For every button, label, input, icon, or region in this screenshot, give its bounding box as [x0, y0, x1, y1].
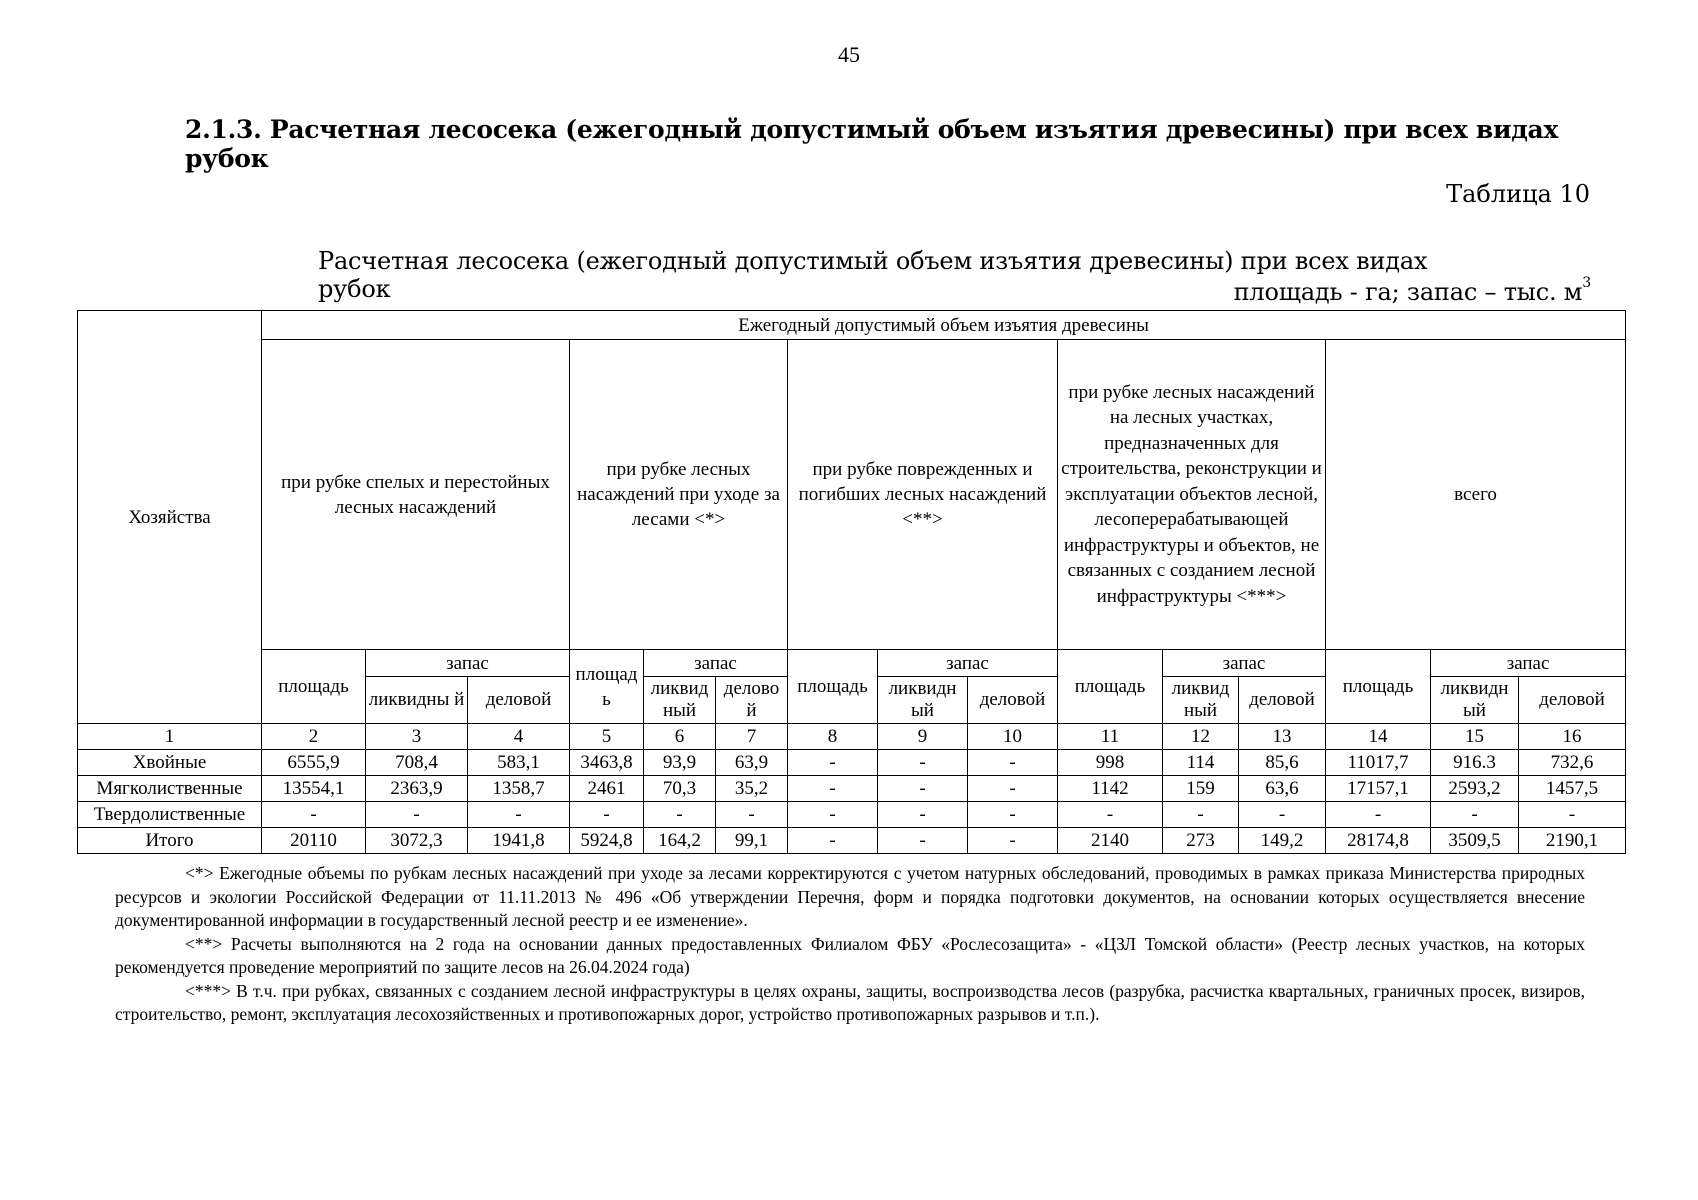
- value-cell: 5924,8: [570, 828, 644, 854]
- units-superscript: 3: [1582, 275, 1591, 291]
- value-cell: 998: [1058, 750, 1163, 776]
- farm-name-cell: Хвойные: [78, 750, 262, 776]
- column-number: 9: [878, 724, 968, 750]
- value-cell: 1457,5: [1519, 776, 1626, 802]
- value-cell: -: [788, 802, 878, 828]
- group-damaged-header: при рубке поврежденных и погибших лесных насаждений <**>: [788, 340, 1058, 650]
- harvest-table: [77, 310, 1626, 854]
- group-mature-header: при рубке спелых и перестойных лесных насаждений: [262, 340, 570, 650]
- value-cell: 28174,8: [1326, 828, 1431, 854]
- area-header: площад ь: [570, 650, 644, 724]
- footnotes: [115, 862, 1585, 1027]
- value-cell: 3509,5: [1431, 828, 1519, 854]
- value-cell: 1941,8: [468, 828, 570, 854]
- value-cell: 20110: [262, 828, 366, 854]
- area-header: площадь: [788, 650, 878, 724]
- value-cell: -: [878, 802, 968, 828]
- value-cell: 114: [1163, 750, 1239, 776]
- value-cell: -: [788, 750, 878, 776]
- column-number: 2: [262, 724, 366, 750]
- value-cell: 17157,1: [1326, 776, 1431, 802]
- column-number: 4: [468, 724, 570, 750]
- value-cell: 11017,7: [1326, 750, 1431, 776]
- value-cell: -: [968, 802, 1058, 828]
- liquid-header: ликвид ный: [644, 677, 716, 724]
- column-number: 3: [366, 724, 468, 750]
- value-cell: 916.3: [1431, 750, 1519, 776]
- value-cell: 2593,2: [1431, 776, 1519, 802]
- value-cell: 3463,8: [570, 750, 644, 776]
- group-total-header: всего: [1326, 340, 1626, 650]
- value-cell: 3072,3: [366, 828, 468, 854]
- area-header: площадь: [262, 650, 366, 724]
- value-cell: -: [1326, 802, 1431, 828]
- table-caption: Расчетная лесосека (ежегодный допустимый объем изъятия древесины) при всех видах рубок: [318, 247, 1428, 303]
- stock-header: запас: [366, 650, 570, 677]
- group-thinning-header: при рубке лесных насаждений при уходе за лесами <*>: [570, 340, 788, 650]
- value-cell: -: [968, 828, 1058, 854]
- value-cell: 93,9: [644, 750, 716, 776]
- column-number: 10: [968, 724, 1058, 750]
- value-cell: -: [1058, 802, 1163, 828]
- value-cell: 2190,1: [1519, 828, 1626, 854]
- value-cell: -: [366, 802, 468, 828]
- section-title: 2.1.3. Расчетная лесосека (ежегодный допустимый объем изъятия древесины) при всех видах рубок: [185, 115, 1559, 173]
- commercial-header: деловой: [468, 677, 570, 724]
- header-annual-volume: Ежегодный допустимый объем изъятия древесины: [262, 311, 1626, 340]
- column-number: 1: [78, 724, 262, 750]
- value-cell: -: [788, 828, 878, 854]
- column-number-row: [78, 724, 1626, 750]
- value-cell: -: [878, 776, 968, 802]
- table-row: [78, 750, 1626, 776]
- value-cell: -: [570, 802, 644, 828]
- commercial-header: деловой: [968, 677, 1058, 724]
- value-cell: 13554,1: [262, 776, 366, 802]
- value-cell: -: [878, 828, 968, 854]
- value-cell: 2363,9: [366, 776, 468, 802]
- commercial-header: делово й: [716, 677, 788, 724]
- column-number: 16: [1519, 724, 1626, 750]
- value-cell: 2140: [1058, 828, 1163, 854]
- header-farm: Хозяйства: [78, 311, 262, 724]
- value-cell: -: [1239, 802, 1326, 828]
- value-cell: 2461: [570, 776, 644, 802]
- units-text: площадь - га; запас – тыс. м: [1233, 278, 1583, 306]
- page-number: 45: [838, 42, 860, 67]
- liquid-header: ликвидн ый: [878, 677, 968, 724]
- value-cell: 1358,7: [468, 776, 570, 802]
- area-header: площадь: [1326, 650, 1431, 724]
- footnote-infrastructure: <***> В т.ч. при рубках, связанных с созданием лесной инфраструктуры в целях охраны, защиты, воспроизводства лесов (разрубка, расчистка квартальных, граничных просек, визиров, строительство, ремонт, эксплуатация лесохозяйственных и противопожарных дорог, устройство противопожарных разрывов и т.п.).: [115, 980, 1585, 1024]
- value-cell: 159: [1163, 776, 1239, 802]
- commercial-header: деловой: [1239, 677, 1326, 724]
- column-number: 7: [716, 724, 788, 750]
- column-number: 13: [1239, 724, 1326, 750]
- table-row: [78, 776, 1626, 802]
- footnote-thinning: <*> Ежегодные объемы по рубкам лесных насаждений при уходе за лесами корректируются с учетом натурных обследований, проводимых в рамках приказа Министерства природных ресурсов и экологии Российской Федерации от 11.11.2013 № 496 «Об утверждении Перечня, форм и порядка подготовки документов, на основании которых осуществляется внесение документированной информации в государственный лесной реестр и ее изменение».: [115, 863, 1585, 930]
- column-number: 5: [570, 724, 644, 750]
- value-cell: 708,4: [366, 750, 468, 776]
- value-cell: 164,2: [644, 828, 716, 854]
- column-number: 15: [1431, 724, 1519, 750]
- liquid-header: ликвид ный: [1163, 677, 1239, 724]
- value-cell: -: [262, 802, 366, 828]
- table-row: [78, 828, 1626, 854]
- value-cell: 85,6: [1239, 750, 1326, 776]
- area-header: площадь: [1058, 650, 1163, 724]
- value-cell: 6555,9: [262, 750, 366, 776]
- value-cell: -: [788, 776, 878, 802]
- value-cell: 99,1: [716, 828, 788, 854]
- commercial-header: деловой: [1519, 677, 1626, 724]
- column-number: 14: [1326, 724, 1431, 750]
- farm-name-cell: Итого: [78, 828, 262, 854]
- value-cell: -: [716, 802, 788, 828]
- value-cell: -: [1431, 802, 1519, 828]
- value-cell: -: [968, 776, 1058, 802]
- footnote-damaged: <**> Расчеты выполняются на 2 года на основании данных предоставленных Филиалом ФБУ «Рослесозащита» - «ЦЗЛ Томской области» (Реестр лесных участков, на которых рекомендуется проведение мероприятий по защите лесов на 26.04.2024 года): [115, 933, 1585, 977]
- value-cell: 1142: [1058, 776, 1163, 802]
- column-number: 11: [1058, 724, 1163, 750]
- column-number: 12: [1163, 724, 1239, 750]
- farm-name-cell: Мягколиственные: [78, 776, 262, 802]
- table-label: Таблица 10: [1446, 180, 1590, 208]
- value-cell: 732,6: [1519, 750, 1626, 776]
- value-cell: -: [1163, 802, 1239, 828]
- value-cell: 149,2: [1239, 828, 1326, 854]
- column-number: 6: [644, 724, 716, 750]
- value-cell: 35,2: [716, 776, 788, 802]
- group-construction-header: при рубке лесных насаждений на лесных участках, предназначенных для строительства, реконструкции и эксплуатации объектов лесной, лесоперерабатывающей инфраструктуры и объектов, не связанных с созданием лесной инфраструктуры <***>: [1058, 340, 1326, 650]
- value-cell: 63,6: [1239, 776, 1326, 802]
- value-cell: 273: [1163, 828, 1239, 854]
- value-cell: -: [968, 750, 1058, 776]
- table-row: [78, 802, 1626, 828]
- units-line: [1233, 275, 1591, 306]
- value-cell: -: [878, 750, 968, 776]
- liquid-header: ликвидны й: [366, 677, 468, 724]
- value-cell: 583,1: [468, 750, 570, 776]
- value-cell: -: [468, 802, 570, 828]
- stock-header: запас: [1431, 650, 1626, 677]
- column-number: 8: [788, 724, 878, 750]
- stock-header: запас: [644, 650, 788, 677]
- stock-header: запас: [1163, 650, 1326, 677]
- liquid-header: ликвидн ый: [1431, 677, 1519, 724]
- stock-header: запас: [878, 650, 1058, 677]
- value-cell: 70,3: [644, 776, 716, 802]
- value-cell: -: [644, 802, 716, 828]
- farm-name-cell: Твердолиственные: [78, 802, 262, 828]
- value-cell: -: [1519, 802, 1626, 828]
- value-cell: 63,9: [716, 750, 788, 776]
